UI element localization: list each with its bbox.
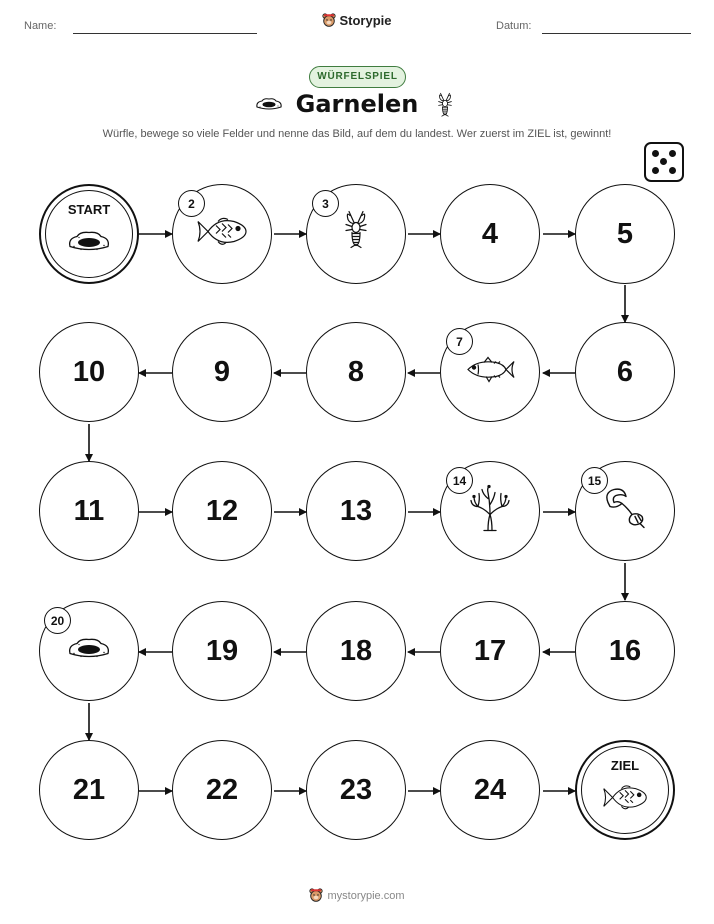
cell-number: 10 [72, 355, 106, 388]
claw-icon [602, 487, 648, 536]
fish-icon [196, 214, 248, 255]
board-cell-6 [575, 322, 675, 422]
start-label: START [67, 202, 111, 217]
crayfish-icon [336, 208, 376, 261]
cell-number: 16 [608, 634, 642, 667]
cell-number: 24 [473, 773, 507, 806]
page-title: Garnelen [295, 90, 419, 118]
board-cell-10 [39, 322, 139, 422]
cell-number-badge: 3 [312, 190, 339, 217]
cell-number: 12 [205, 494, 239, 527]
name-label: Name: [24, 20, 57, 32]
cell-number: 6 [616, 355, 634, 388]
cell-number: 8 [347, 355, 365, 388]
coral-icon [468, 485, 512, 538]
board-cell-24 [440, 740, 540, 840]
board-cell-17 [440, 601, 540, 701]
start-cell [39, 184, 139, 284]
finish-cell [575, 740, 675, 840]
cell-number: 17 [473, 634, 507, 667]
board-cell-23 [306, 740, 406, 840]
board-cell-19 [172, 601, 272, 701]
cell-number-badge: 2 [178, 190, 205, 217]
sand-burrow-icon [67, 636, 111, 667]
footer [0, 888, 714, 905]
cell-number: 5 [616, 217, 634, 250]
brand-name: Storypie [339, 13, 392, 28]
board-cell-5 [575, 184, 675, 284]
board-cell-22 [172, 740, 272, 840]
cell-number: 9 [213, 355, 231, 388]
game-type-badge: WÜRFELSPIEL [309, 66, 406, 88]
cell-number: 23 [339, 773, 373, 806]
finish-label: ZIEL [610, 758, 640, 773]
cell-number-badge: 7 [446, 328, 473, 355]
board-cell-21 [39, 740, 139, 840]
board-cell-4 [440, 184, 540, 284]
board-cell-16 [575, 601, 675, 701]
board-cell-12 [172, 461, 272, 561]
instructions-text: Würfle, bewege so viele Felder und nenne das Bild, auf dem du landest. Wer zuerst im ZIEL ist, gewinnt! [102, 128, 612, 140]
cell-number: 22 [205, 773, 239, 806]
cell-number: 11 [73, 494, 105, 527]
date-label: Datum: [496, 20, 532, 32]
bear-logo-icon [309, 888, 323, 905]
cell-number-badge: 14 [446, 467, 473, 494]
board-cell-13 [306, 461, 406, 561]
cell-number-badge: 20 [44, 607, 71, 634]
cell-number: 18 [339, 634, 373, 667]
cell-number: 13 [339, 494, 373, 527]
footer-url[interactable]: mystorypie.com [327, 890, 405, 902]
tuna-icon [464, 357, 516, 388]
cell-number: 19 [205, 634, 239, 667]
cell-number: 4 [481, 217, 499, 250]
board-cell-9 [172, 322, 272, 422]
cell-number: 21 [72, 773, 106, 806]
board-cell-8 [306, 322, 406, 422]
fish-icon [602, 781, 648, 818]
board-cell-11 [39, 461, 139, 561]
board-cell-18 [306, 601, 406, 701]
sand-burrow-icon [67, 228, 111, 259]
cell-number-badge: 15 [581, 467, 608, 494]
